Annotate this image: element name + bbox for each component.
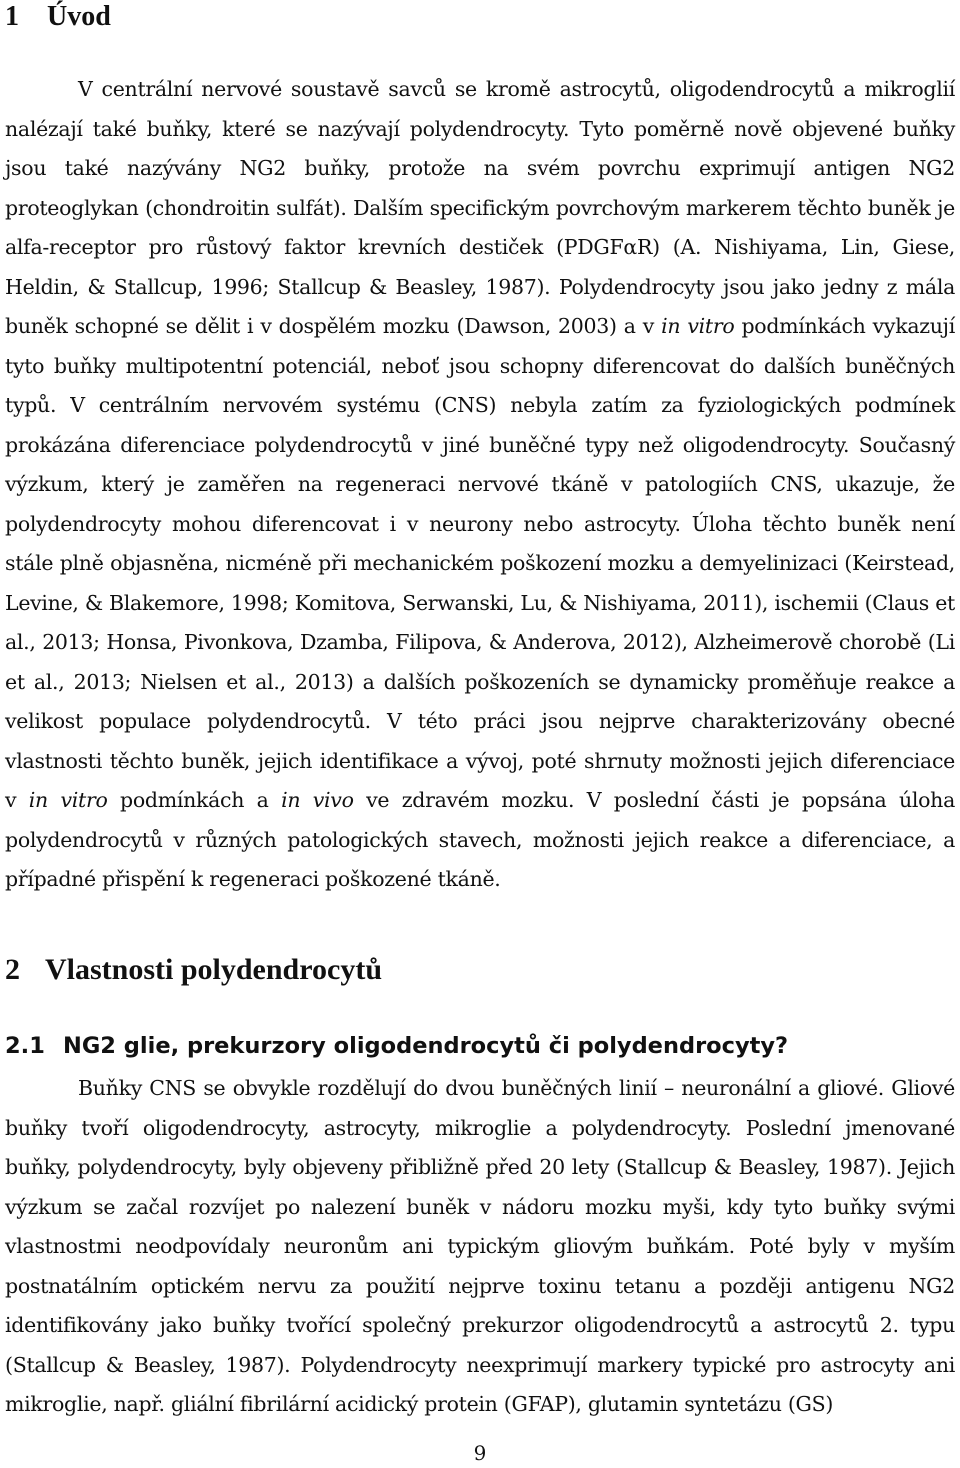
heading-title: Úvod <box>47 1 111 32</box>
italic-term: in vitro <box>28 788 108 812</box>
heading-number: 1 <box>5 1 19 32</box>
heading-vlastnosti <box>5 950 382 990</box>
text-run: podmínkách a <box>107 788 282 812</box>
heading-uvod <box>5 0 111 34</box>
page-number: 9 <box>473 1441 487 1465</box>
subheading-ng2-glie <box>5 1029 788 1063</box>
text-run: podmínkách vykazují tyto buňky multipotentní potenciál, neboť jsou schopny diferencovat do dalších buněčných typů. V centrálním nervovém systému (CNS) nebyla zatím za fyziologických podmínek prokázána diferenciace polydendrocytů v jiné buněčné typy než oligodendrocyty. Současný výzkum, který je zaměřen na regeneraci nervové tkáně v patologiích CNS, ukazuje, že polydendrocyty mohou diferencovat i v neurony nebo astrocyty. Úloha těchto buněk není stále plně objasněna, nicméně při mechanickém poškození mozku a demyelinizaci (Keirstead, Levine, & Blakemore, 1998; Komitova, Serwanski, Lu, & Nishiyama, 2011), ischemii (Claus et al., 2013; Honsa, Pivonkova, Dzamba, Filipova, & Anderova, 2012), Alzheimerově chorobě (Li et al., 2013; Nielsen et al., 2013) a dalších poškozeních se dynamicky proměňuje reakce a velikost populace polydendrocytů. V této práci jsou nejprve charakterizovány obecné vlastnosti těchto buněk, jejich identifikace a vývoj, poté shrnuty možnosti jejich diferenciace v <box>5 314 955 812</box>
document-page <box>5 0 955 1468</box>
text-run: ve zdravém mozku. V poslední části je popsána úloha polydendrocytů v různých patologických stavech, možnosti jejich reakce a diferenciace, a případné přispění k regeneraci poškozené tkáně. <box>5 788 956 891</box>
text-run: Buňky CNS se obvykle rozdělují do dvou buněčných linií – neuronální a gliové. Gliové buňky tvoří oligodendrocyty, astrocyty, mikroglie a polydendrocyty. Poslední jmenované buňky, polydendrocyty, byly objeveny přibližně před 20 lety (Stallcup & Beasley, 1987). Jejich výzkum se začal rozvíjet po nalezení buněk v nádoru mozku myši, kdy tyto buňky svými vlastnostmi neodpovídaly neuronům ani typickým gliovým buňkám. Poté byly v myším postnatálním optickém nervu za použití nejprve toxinu tetanu a později antigenu NG2 identifikovány jako buňky tvořící společný prekurzor oligodendrocytů a astrocytů 2. typu (Stallcup & Beasley, 1987). Polydendrocyty neexprimují markery typické pro astrocyty ani mikroglie, např. gliální fibrilární acidický protein (GFAP), glutamin syntetázu (GS) <box>5 1076 955 1416</box>
heading-number: 2.1 <box>5 1033 45 1059</box>
section-paragraph <box>5 1069 955 1425</box>
intro-paragraph <box>5 70 955 900</box>
heading-title: Vlastnosti polydendrocytů <box>45 953 383 986</box>
text-run: V centrální nervové soustavě savců se kromě astrocytů, oligodendrocytů a mikroglií nalézají také buňky, které se nazývají polydendrocyty. Tyto poměrně nově objevené buňky jsou také nazývány NG2 buňky, protože na svém povrchu exprimují antigen NG2 proteoglykan (chondroitin sulfát). Dalším specifickým povrchovým markerem těchto buněk je alfa-receptor pro růstový faktor krevních destiček (PDGFαR) (A. Nishiyama, Lin, Giese, Heldin, & Stallcup, 1996; Stallcup & Beasley, 1987). Polydendrocyty jsou jako jedny z mála buněk schopné se dělit i v dospělém mozku (Dawson, 2003) a v <box>5 77 955 338</box>
italic-term: in vitro <box>661 314 735 338</box>
italic-term: in vivo <box>281 788 354 812</box>
heading-number: 2 <box>5 953 20 986</box>
heading-title: NG2 glie, prekurzory oligodendrocytů či polydendrocyty? <box>63 1033 789 1059</box>
